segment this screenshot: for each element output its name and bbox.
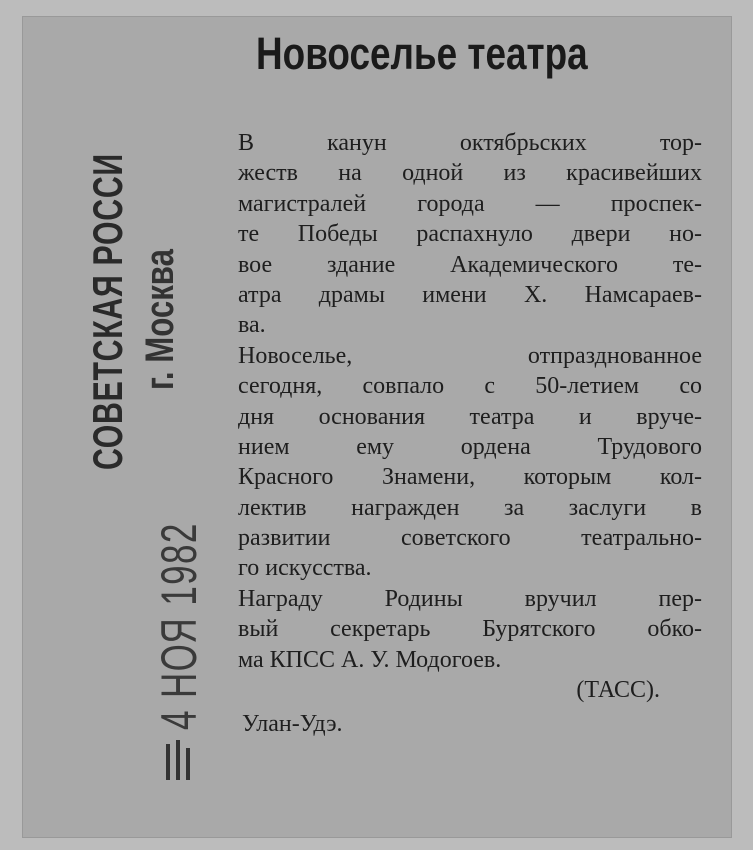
article-line: магистралей города — проспек-: [238, 190, 702, 217]
newspaper-name-stamp: СОВЕТСКАЯ РОССИ: [84, 153, 131, 470]
article-line: атра драмы имени Х. Намсараев-: [238, 281, 702, 308]
article-line: Красного Знамени, которым кол-: [238, 464, 702, 491]
article-line: вое здание Академического те-: [238, 251, 702, 278]
article-line: те Победы распахнуло двери но-: [238, 221, 702, 248]
dateline: Улан-Удэ.: [242, 711, 343, 738]
article-line: лектив награжден за заслуги в: [238, 494, 702, 521]
article-line: нием ему ордена Трудового: [238, 433, 702, 460]
article-line: сегодня, совпало с 50-летием со: [238, 373, 702, 400]
article-line: ва.: [238, 312, 266, 339]
article-line: развитии советского театрально-: [238, 525, 702, 552]
news-source: (ТАСС).: [576, 677, 660, 704]
ink-marks-icon: [160, 736, 200, 784]
article-line: го искусства.: [238, 555, 372, 582]
article-line: дня основания театра и вруче-: [238, 403, 702, 430]
article-line: Новоселье, отпразднованное: [238, 342, 702, 369]
article-line: ма КПСС А. У. Модогоев.: [238, 646, 502, 673]
article-line: Награду Родины вручил пер-: [238, 585, 702, 612]
article-line: В канун октябрьских тор-: [238, 130, 702, 156]
city-stamp: г. Москва: [138, 249, 182, 390]
article-headline: Новоселье театра: [256, 28, 588, 79]
article-line: вый секретарь Бурятского обко-: [238, 616, 702, 643]
article-line: жеств на одной из красивейших: [238, 160, 702, 187]
date-stamp: 4 НОЯ 1982: [151, 522, 207, 730]
article-body: [238, 128, 702, 740]
